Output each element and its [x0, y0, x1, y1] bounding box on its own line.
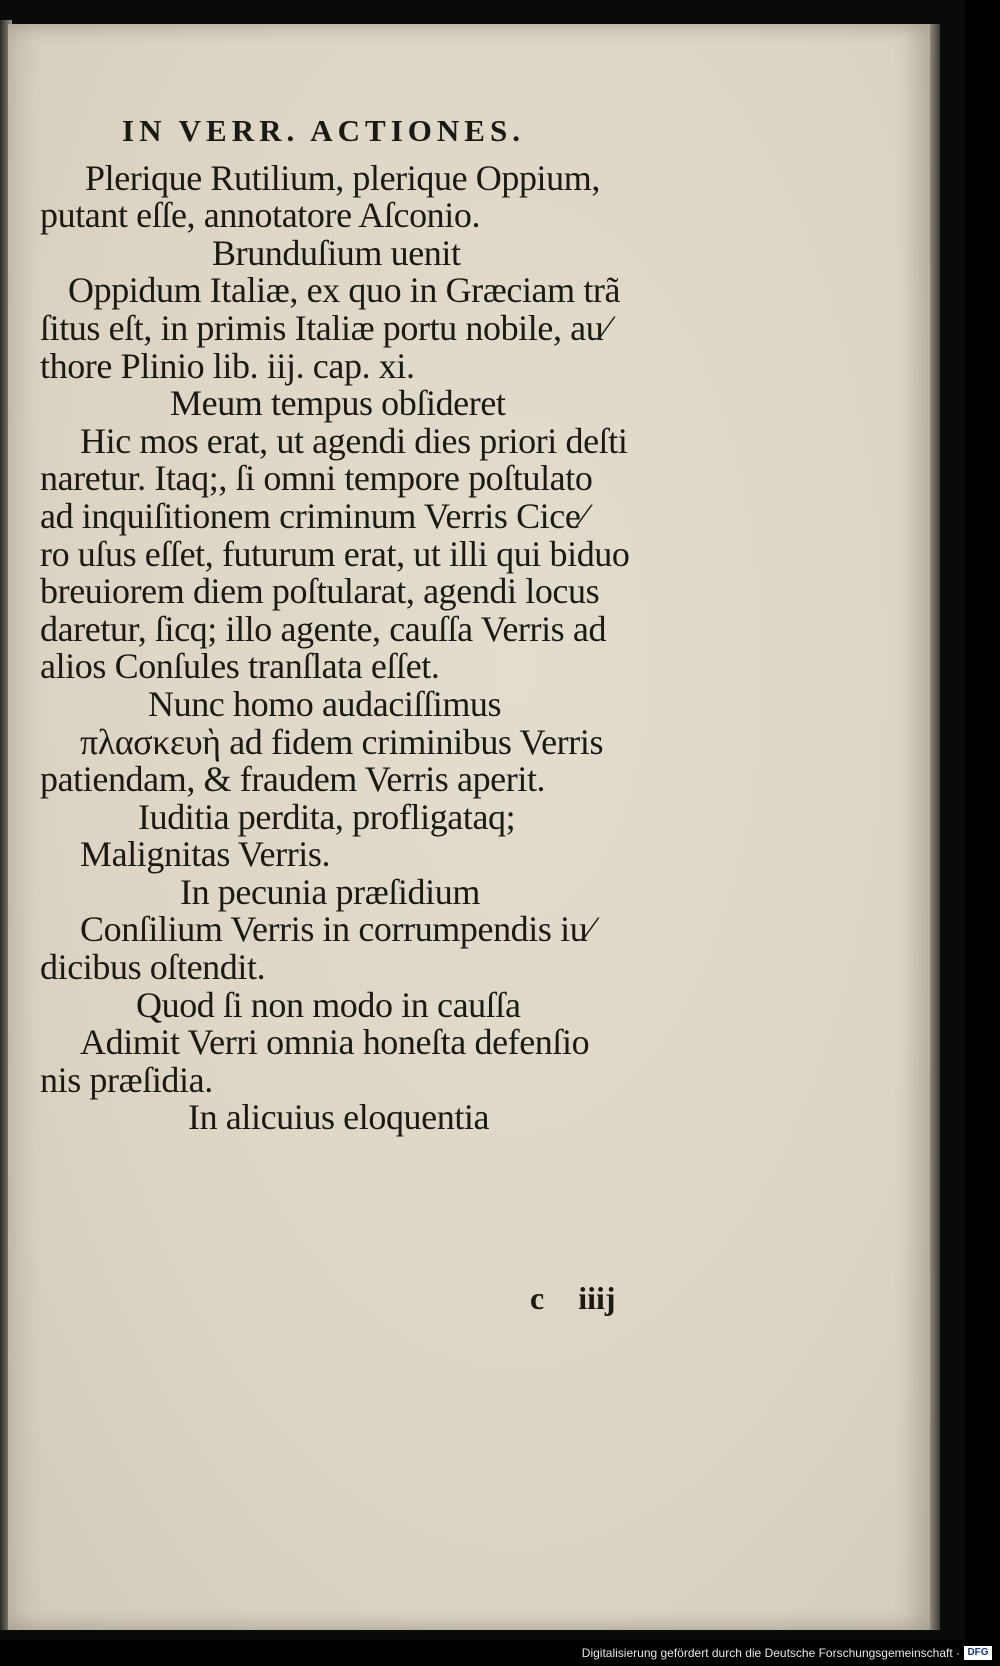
lemma-heading: Quod ſi non modo in cauſſa	[136, 984, 521, 1025]
lemma-heading: In alicuius eloquentia	[188, 1097, 490, 1138]
text-line: πλασκευὴ ad fidem criminibus Verris	[80, 721, 604, 762]
text-line: ſitus eſt, in primis Italiæ portu nobile, au⁄	[40, 307, 609, 348]
text-line: daretur, ſicq; illo agente, cauſſa Verris ad	[40, 608, 607, 649]
text-line: ro uſus eſſet, futurum erat, ut illi qui biduo	[40, 533, 630, 574]
page-text-block	[40, 112, 700, 1137]
text-line: nis præſidia.	[40, 1059, 213, 1100]
text-line: Plerique Rutilium, plerique Oppium,	[85, 157, 600, 198]
lemma-heading: Brunduſium uenit	[212, 232, 461, 273]
credit-bar	[0, 1640, 1000, 1666]
text-line: Adimit Verri omnia honeſta defenſio	[80, 1022, 590, 1063]
text-line: Hic mos erat, ut agendi dies priori deſti	[80, 420, 628, 461]
lemma-heading: Meum tempus obſideret	[170, 383, 506, 424]
signature-mark: c iiij	[530, 1280, 616, 1316]
credit-text: Digitalisierung gefördert durch die Deutsche Forschungsgemeinschaft ·	[581, 1646, 960, 1660]
text-line: naretur. Itaq;, ſi omni tempore poſtulato	[40, 458, 593, 499]
text-line: Malignitas Verris.	[80, 834, 331, 875]
text-line: alios Conſules tranſlata eſſet.	[40, 646, 440, 687]
text-line: Conſilium Verris in corrumpendis iu⁄	[80, 909, 593, 950]
running-head: IN VERR. ACTIONES.	[122, 113, 525, 148]
text-lines	[40, 157, 700, 1138]
text-line: ad inquiſitionem criminum Verris Cice⁄	[40, 495, 587, 536]
dfg-logo: DFG	[964, 1646, 992, 1660]
text-line: putant eſſe, annotatore Aſconio.	[40, 195, 481, 236]
lemma-heading: In pecunia præſidium	[180, 871, 480, 912]
text-line: Oppidum Italiæ, ex quo in Græciam trã	[68, 270, 621, 311]
text-line: patiendam, & fraudem Verris aperit.	[40, 759, 546, 800]
page-right-edge	[930, 24, 940, 1630]
lemma-heading: Iuditia perdita, profligataq;	[138, 796, 516, 837]
text-line: thore Plinio lib. iij. cap. xi.	[40, 345, 415, 386]
lemma-heading: Nunc homo audaciſſimus	[148, 683, 502, 724]
text-line: breuiorem diem poſtularat, agendi locus	[40, 571, 600, 612]
text-line: dicibus oſtendit.	[40, 947, 266, 988]
